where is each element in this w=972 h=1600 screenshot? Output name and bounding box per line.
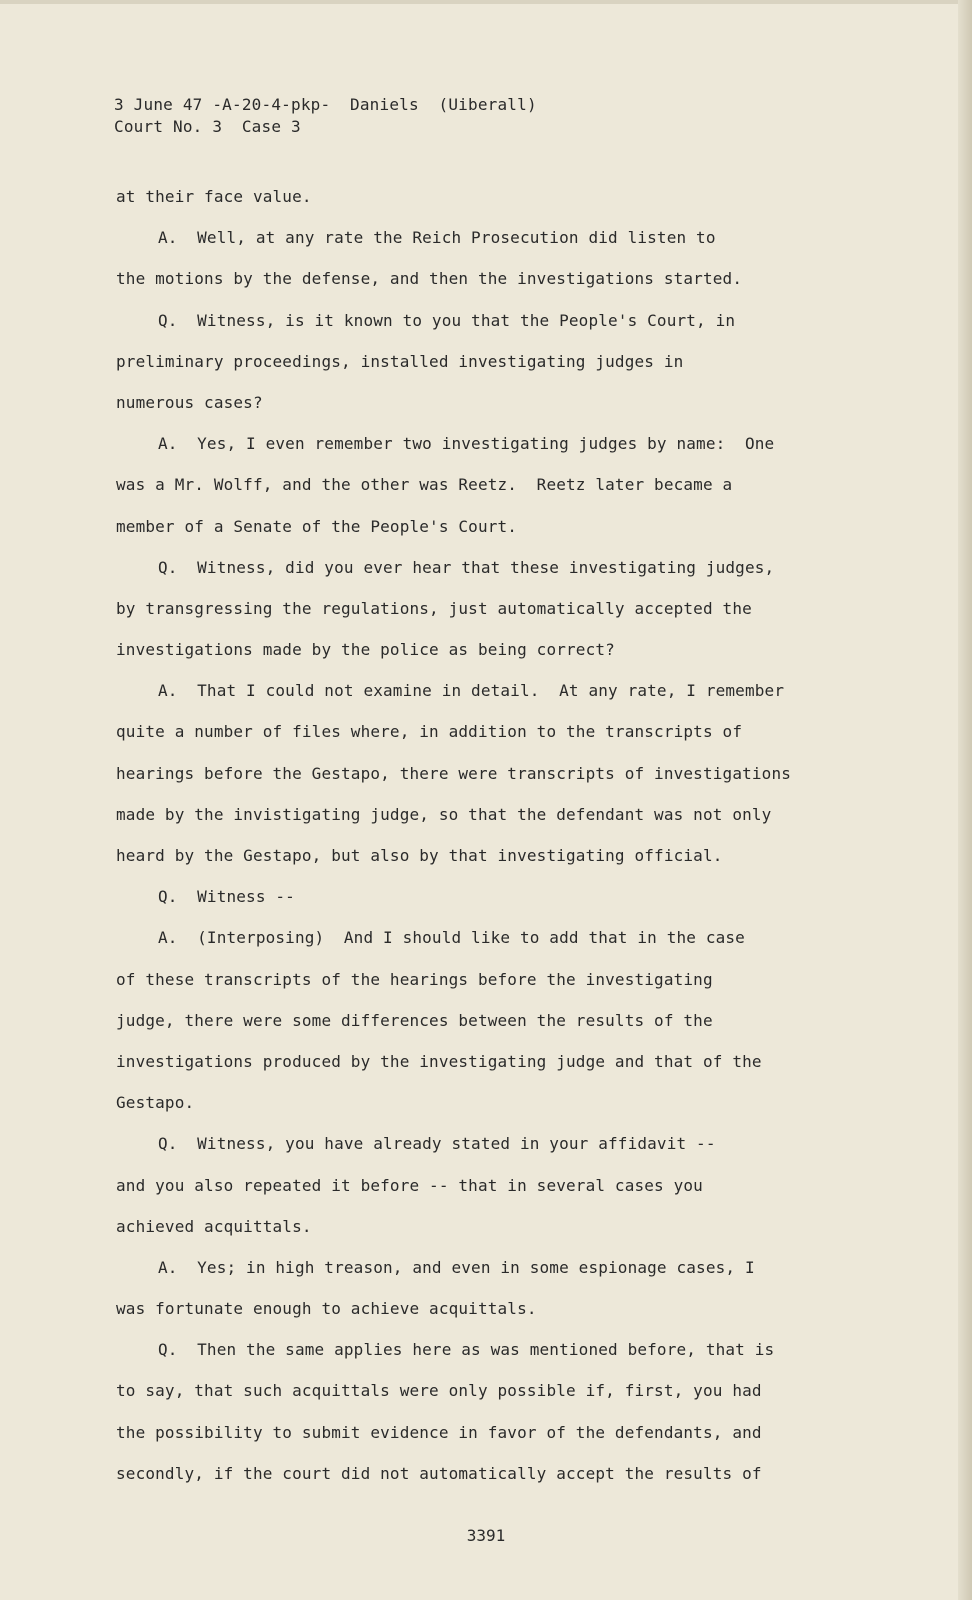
transcript-line: was fortunate enough to achieve acquittals. [116, 1299, 537, 1319]
document-header [114, 94, 537, 138]
transcript-line: investigations made by the police as being correct? [116, 640, 615, 660]
transcript-line: Q. Witness, is it known to you that the People's Court, in [158, 310, 736, 330]
transcript-line: Gestapo. [116, 1093, 195, 1113]
transcript-line: hearings before the Gestapo, there were transcripts of investigations [116, 763, 792, 783]
transcript-line: of these transcripts of the hearings before the investigating [116, 969, 713, 989]
transcript-line: to say, that such acquittals were only possible if, first, you had [116, 1381, 762, 1401]
transcript-line: Q. Witness -- [158, 887, 295, 907]
paper-right-edge [958, 0, 972, 1600]
transcript-line: A. (Interposing) And I should like to add that in the case [158, 928, 745, 948]
transcript-line: by transgressing the regulations, just automatically accepted the [116, 598, 752, 618]
transcript-line: Q. Then the same applies here as was mentioned before, that is [158, 1340, 775, 1360]
transcript-line: the possibility to submit evidence in favor of the defendants, and [116, 1422, 762, 1442]
transcript-line: preliminary proceedings, installed investigating judges in [116, 351, 684, 371]
transcript-line: made by the invistigating judge, so that the defendant was not only [116, 804, 772, 824]
transcript-line: member of a Senate of the People's Court. [116, 516, 518, 536]
transcript-line: judge, there were some differences between the results of the [116, 1010, 713, 1030]
header-line-date-reference: 3 June 47 -A-20-4-pkp- Daniels (Uiberall) [114, 95, 537, 114]
transcript-line: Q. Witness, did you ever hear that these investigating judges, [158, 557, 775, 577]
transcript-line: heard by the Gestapo, but also by that investigating official. [116, 846, 723, 865]
transcript-line: Q. Witness, you have already stated in your affidavit -- [158, 1134, 716, 1154]
transcript-line: A. Yes; in high treason, and even in some espionage cases, I [158, 1257, 755, 1277]
transcript-line: was a Mr. Wolff, and the other was Reetz. Reetz later became a [116, 475, 733, 495]
transcript-line: secondly, if the court did not automatically accept the results of [116, 1463, 762, 1483]
paper-top-edge [0, 0, 972, 4]
header-line-court-case: Court No. 3 Case 3 [114, 117, 301, 136]
transcript-line: A. That I could not examine in detail. At any rate, I remember [158, 681, 785, 701]
transcript-line: quite a number of files where, in addition to the transcripts of [116, 722, 743, 742]
transcript-body [116, 176, 836, 1494]
transcript-line: at their face value. [116, 187, 312, 206]
transcript-line: achieved acquittals. [116, 1216, 312, 1236]
transcript-line: A. Well, at any rate the Reich Prosecution did listen to [158, 228, 716, 248]
transcript-line: A. Yes, I even remember two investigating judges by name: One [158, 434, 775, 454]
page-number: 3391 [466, 1526, 506, 1545]
transcript-line: and you also repeated it before -- that in several cases you [116, 1175, 703, 1195]
transcript-line: the motions by the defense, and then the investigations started. [116, 269, 743, 289]
transcript-line: numerous cases? [116, 392, 263, 412]
transcript-line: investigations produced by the investigating judge and that of the [116, 1051, 762, 1071]
